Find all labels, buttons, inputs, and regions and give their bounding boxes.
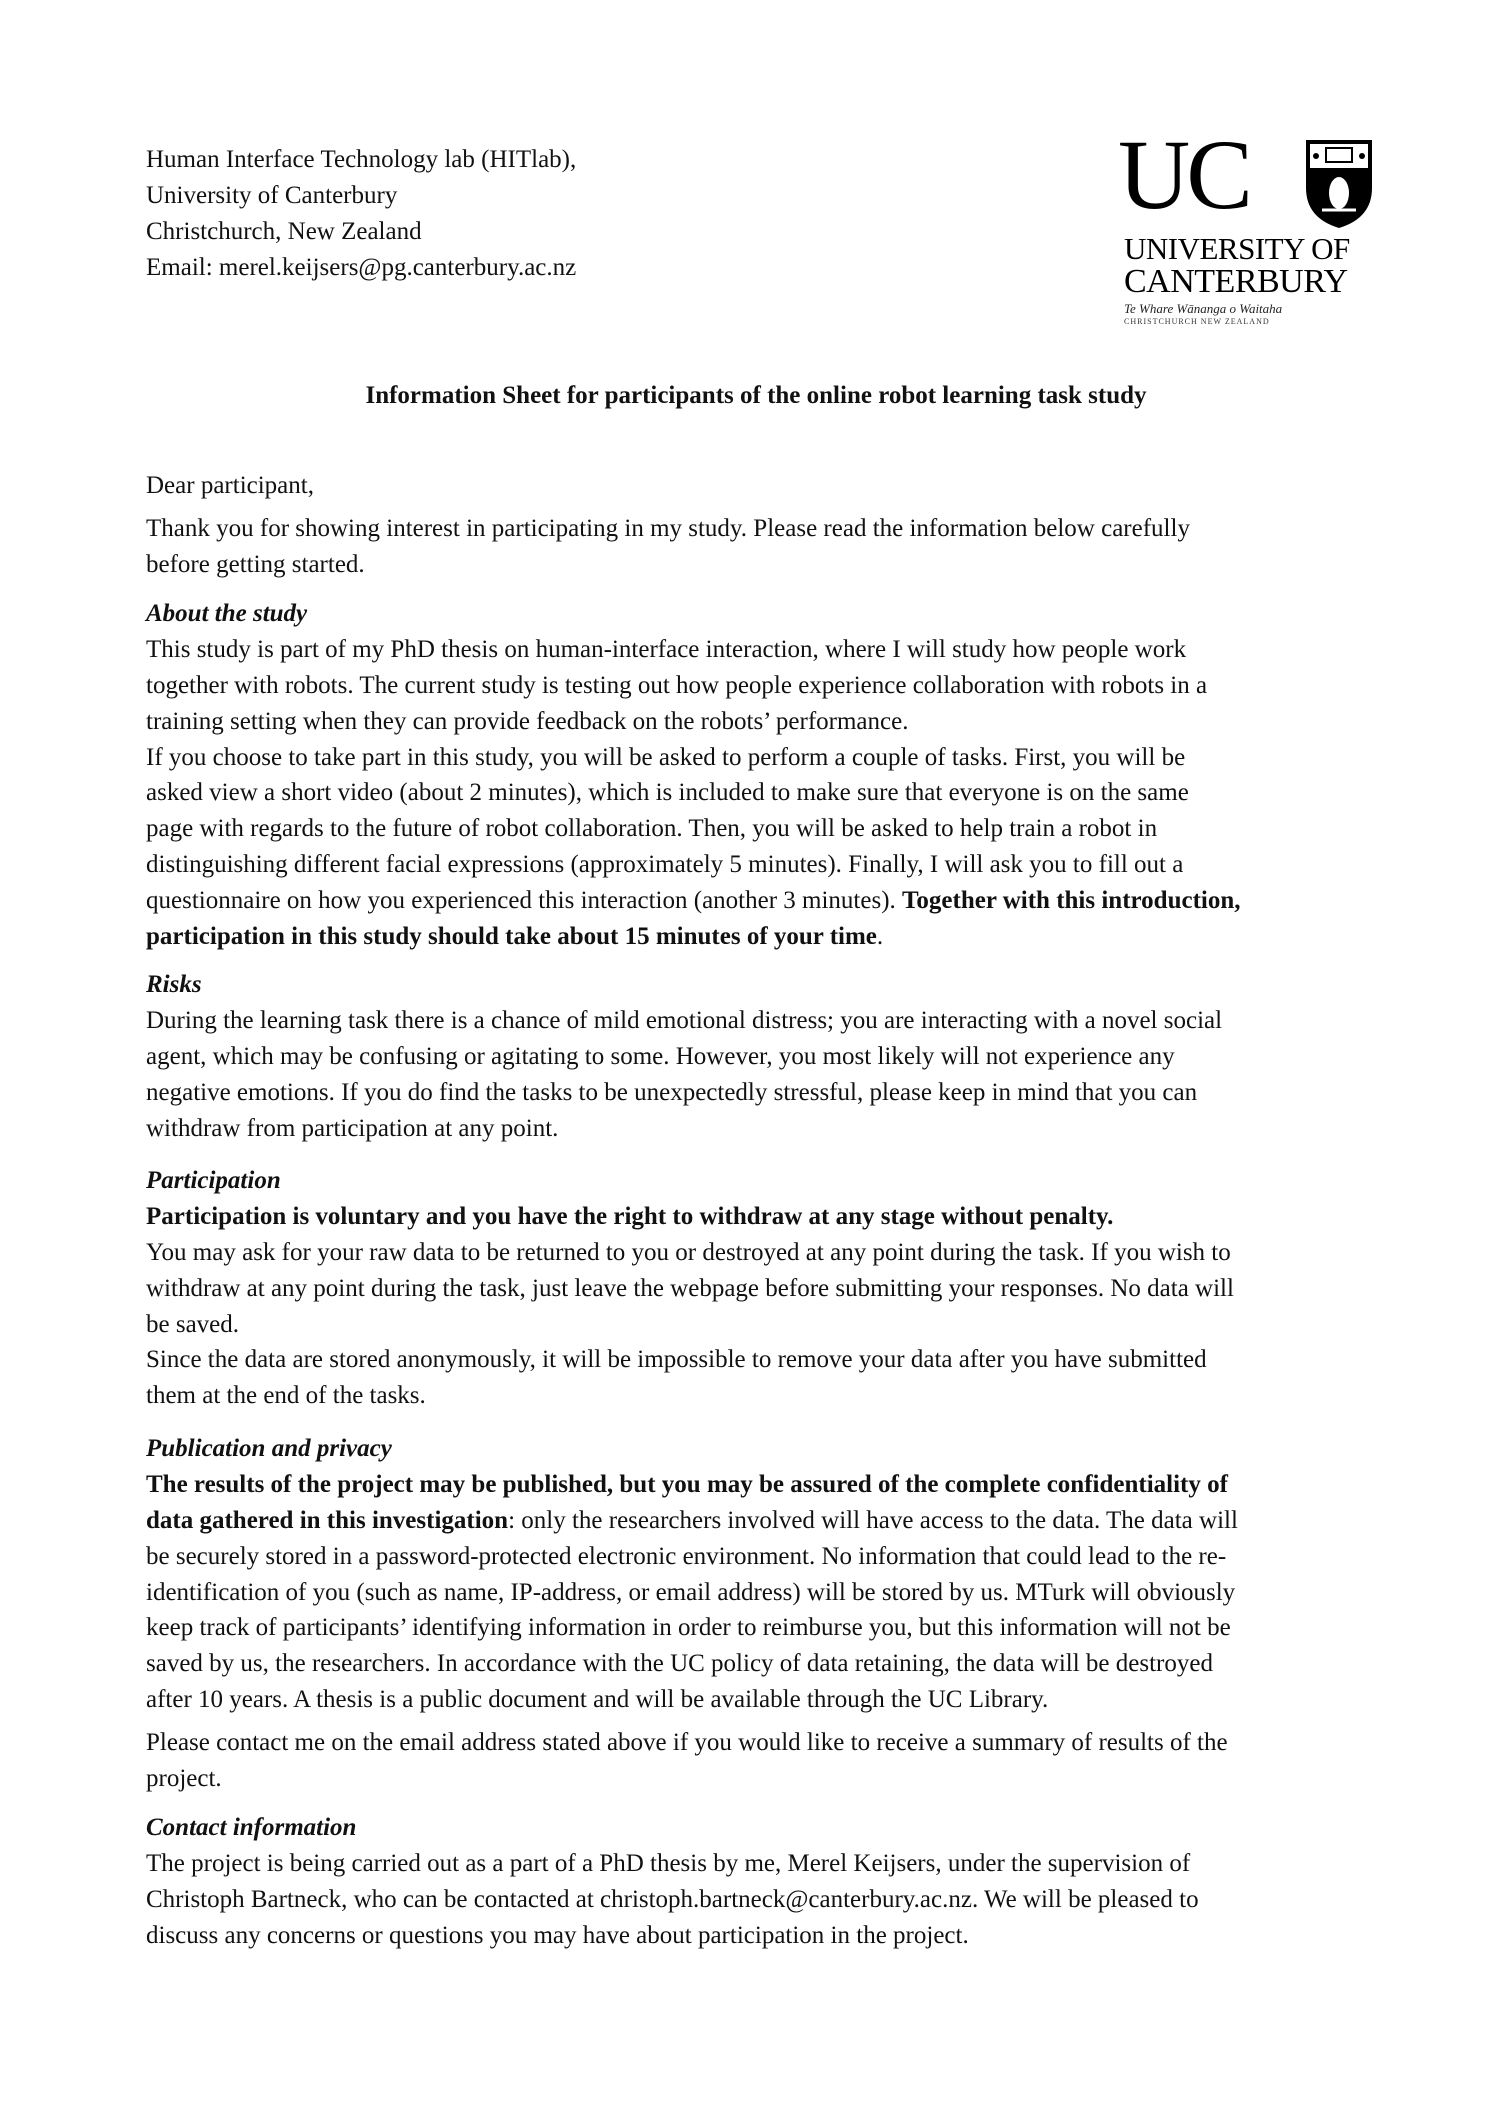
text-line: [146, 740, 1386, 776]
body-text: before getting started.: [146, 550, 365, 578]
text-line: [146, 1646, 1386, 1682]
body-text: them at the end of the tasks.: [146, 1382, 426, 1410]
body-text: During the learning task there is a chance of mild emotional distress; you are interacting with a novel social: [146, 1006, 1223, 1034]
text-line: [146, 919, 1386, 955]
text-line: [146, 1342, 1386, 1378]
text-line: [146, 1039, 1386, 1075]
text-line: [146, 1761, 1386, 1797]
text-line: [146, 632, 1386, 668]
text-line: [146, 1846, 1386, 1882]
body-text: .: [876, 923, 884, 951]
text-line: [146, 1075, 1386, 1111]
text-line: [146, 1882, 1386, 1918]
body-text: negative emotions. If you do find the tasks to be unexpectedly stressful, please keep in mind that you can: [146, 1078, 1198, 1106]
text-line: [146, 1725, 1386, 1761]
body-text: The project is being carried out as a part of a PhD thesis by me, Merel Keijsers, under the supervision of: [146, 1849, 1191, 1877]
section-heading: Risks: [146, 971, 202, 998]
body-text: Christoph Bartneck, who can be contacted at christoph.bartneck@canterbury.ac.nz. We will be pleased to: [146, 1885, 1199, 1913]
text-line: [146, 704, 1386, 740]
body-text: distinguishing different facial expressions (approximately 5 minutes). Finally, I will ask you to fill out a: [146, 851, 1184, 879]
body-text: withdraw at any point during the task, just leave the webpage before submitting your responses. No data will: [146, 1274, 1234, 1302]
bold-text: Participation is voluntary and you have the right to withdraw at any stage without penalty.: [146, 1202, 1114, 1230]
section-about: [146, 596, 1386, 955]
text-line: [146, 1467, 1386, 1503]
body-text: together with robots. The current study is testing out how people experience collaboration with robots in a: [146, 671, 1208, 699]
text-line: [146, 1111, 1386, 1147]
section-risks: [146, 967, 1386, 1146]
bold-text: Together with this introduction,: [902, 887, 1241, 915]
text-line: [146, 1575, 1386, 1611]
text-line: [146, 1503, 1386, 1539]
body-text: Since the data are stored anonymously, it will be impossible to remove your data after you have submitted: [146, 1346, 1207, 1374]
bold-text: The results of the project may be published, but you may be assured of the complete confidentiality of: [146, 1470, 1228, 1498]
text-line: [146, 1003, 1386, 1039]
text-line: [146, 547, 1386, 583]
text-line: [146, 1307, 1386, 1343]
body-text: agent, which may be confusing or agitating to some. However, you most likely will not experience any: [146, 1042, 1175, 1070]
body-text: Please contact me on the email address stated above if you would like to receive a summary of results of the: [146, 1729, 1228, 1756]
text-line: [146, 511, 1386, 547]
body-text: saved by us, the researchers. In accordance with the UC policy of data retaining, the data will be destroyed: [146, 1650, 1213, 1678]
section-summary: [146, 1725, 1386, 1797]
text-line: [146, 1378, 1386, 1414]
address-line: University of Canterbury: [146, 181, 398, 209]
section-heading: Contact information: [146, 1814, 357, 1841]
address-line: Human Interface Technology lab (HITlab),: [146, 146, 577, 173]
body-text: discuss any concerns or questions you may have about participation in the project.: [146, 1921, 969, 1949]
text-line: [146, 1610, 1386, 1646]
body-text: keep track of participants’ identifying information in order to reimburse you, but this information will not be: [146, 1614, 1231, 1642]
text-line: [146, 847, 1386, 883]
text-line: [146, 1271, 1386, 1307]
body-text: You may ask for your raw data to be returned to you or destroyed at any point during the task. If you wish to: [146, 1238, 1231, 1266]
body-text: : only the researchers involved will have access to the data. The data will: [508, 1506, 1238, 1534]
text-line: [146, 775, 1386, 811]
text-line: [146, 811, 1386, 847]
section-contact: [146, 1810, 1386, 1954]
body-text: page with regards to the future of robot collaboration. Then, you will be asked to help train a robot in: [146, 815, 1158, 843]
section-intro: [146, 511, 1386, 583]
address-line: Email: merel.keijsers@pg.canterbury.ac.nz: [146, 253, 577, 281]
body-text: be securely stored in a password-protected electronic environment. No information that could lead to the re-: [146, 1542, 1227, 1570]
logo-tagline: Te Whare Wānanga o Waitaha: [1124, 301, 1283, 316]
section-heading: Participation: [146, 1167, 281, 1194]
document-title: Information Sheet for participants of the online robot learning task study: [365, 382, 1147, 409]
crest-icon: [1304, 138, 1374, 230]
section-publication: [146, 1431, 1386, 1718]
logo-line2: CANTERBURY: [1124, 263, 1348, 300]
greeting: Dear participant,: [146, 472, 314, 499]
body-text: identification of you (such as name, IP-address, or email address) will be stored by us. MTurk will obviously: [146, 1578, 1236, 1606]
body-text: questionnaire on how you experienced this interaction (another 3 minutes).: [146, 887, 903, 915]
body-text: training setting when they can provide feedback on the robots’ performance.: [146, 707, 909, 735]
section-heading: Publication and privacy: [146, 1435, 392, 1462]
bold-text: participation in this study should take about 15 minutes of your time: [146, 923, 877, 951]
text-line: [146, 1235, 1386, 1271]
logo-mark: UC: [1118, 119, 1249, 230]
section-participation: [146, 1163, 1386, 1414]
text-line: [146, 1682, 1386, 1718]
logo-line1: UNIVERSITY OF: [1124, 231, 1350, 266]
text-line: [146, 1199, 1386, 1235]
body-text: If you choose to take part in this study, you will be asked to perform a couple of tasks. First, you will be: [146, 743, 1186, 771]
section-heading: About the study: [146, 600, 308, 627]
body-text: after 10 years. A thesis is a public document and will be available through the UC Library.: [146, 1686, 1049, 1714]
body-text: Thank you for showing interest in participating in my study. Please read the information below carefully: [146, 515, 1190, 542]
body-text: This study is part of my PhD thesis on human-interface interaction, where I will study how people work: [146, 635, 1187, 663]
body-text: project.: [146, 1764, 222, 1792]
text-line: [146, 1539, 1386, 1575]
bold-text: data gathered in this investigation: [146, 1506, 509, 1534]
body-text: be saved.: [146, 1310, 240, 1338]
body-text: asked view a short video (about 2 minutes), which is included to make sure that everyone is on the same: [146, 779, 1189, 807]
address-line: Christchurch, New Zealand: [146, 217, 422, 245]
text-line: [146, 1918, 1386, 1954]
logo-subline: CHRISTCHURCH NEW ZEALAND: [1124, 317, 1270, 326]
university-logo: [1118, 119, 1378, 334]
text-line: [146, 883, 1386, 919]
body-text: withdraw from participation at any point.: [146, 1114, 559, 1142]
text-line: [146, 668, 1386, 704]
